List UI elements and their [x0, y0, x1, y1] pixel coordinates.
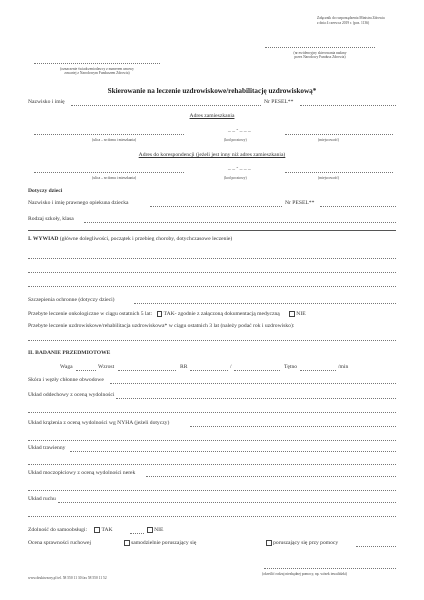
respiratory-label: Układ oddechowy z oceną wydolności	[28, 392, 115, 398]
divider	[28, 230, 396, 231]
motor-field-2[interactable]	[28, 516, 396, 517]
circulatory-label: Układ krążenia z oceną wydolności wg NYHA (jeżeli dotyczy)	[28, 420, 170, 426]
guardian-field[interactable]	[150, 206, 282, 207]
interview-line-2[interactable]	[28, 272, 396, 273]
city-field[interactable]	[285, 134, 393, 135]
selfcare-no-checkbox[interactable]	[147, 527, 153, 533]
child-heading: Dotyczy dzieci	[28, 188, 63, 194]
rr-slash: /	[230, 364, 232, 370]
digestive-label: Układ trawienny	[28, 445, 66, 451]
stamp-caption-2: zawartej z Narodowym Funduszem Zdrowia)	[64, 71, 130, 75]
pulse-label: Tętno	[284, 364, 298, 370]
stamp-caption-1: (oznaczenie świadczeniodawcy z numerem umowy	[60, 67, 134, 71]
selfcare-no-row	[147, 527, 163, 533]
assisted-caption: (określić rodzaj niezbędnej pomocy, np. wózek inwalidzki)	[262, 572, 347, 576]
urogenital-field-1[interactable]	[146, 476, 396, 477]
rr-diastolic-field[interactable]	[234, 370, 280, 371]
selfcare-row	[28, 527, 113, 533]
digestive-field-1[interactable]	[70, 451, 396, 452]
rr-label: RR	[180, 364, 188, 370]
oncology-no-checkbox[interactable]	[289, 311, 295, 317]
patient-name-field[interactable]	[71, 105, 261, 106]
attachment-line-1: Załącznik do rozporządzenia Ministra Zdrowia	[317, 16, 385, 20]
oncology-row	[28, 311, 306, 317]
corr-postal-caption: (kod pocztowy)	[224, 176, 247, 180]
urogenital-label: Układ moczopłciowy z oceną wydolności nerek	[28, 470, 136, 476]
assisted-checkbox[interactable]	[266, 540, 272, 546]
per-min-label: /min	[338, 364, 349, 370]
attachment-line-2: z dnia 4 czerwca 2019 r. (poz. 1136)	[317, 21, 370, 25]
circulatory-field-2[interactable]	[28, 440, 396, 441]
locomotion-label: Ocena sprawności ruchowej	[28, 540, 92, 546]
corr-city-caption: (miejscowość)	[318, 176, 339, 180]
guardian-label: Nazwisko i imię prawnego opiekuna dziecka	[28, 200, 129, 206]
interview-line-3[interactable]	[28, 286, 396, 287]
skin-label: Skóra i węzły chłonne obwodowe	[28, 377, 104, 383]
school-field[interactable]	[84, 222, 396, 223]
corr-street-caption: (ulica – nr domu i mieszkania)	[92, 176, 137, 180]
assisted-field[interactable]	[356, 546, 396, 547]
assisted-detail-field[interactable]	[264, 568, 396, 569]
interview-subheading: (główne dolegliwości, początek i przebieg choroby, dotychczasowe leczenie)	[59, 236, 233, 242]
respiratory-field-1[interactable]	[116, 398, 396, 399]
assisted-row	[266, 540, 338, 546]
postal-mask[interactable]: _ _ - _ _ _	[228, 127, 251, 133]
respiratory-field-2[interactable]	[28, 412, 396, 413]
corr-city-field[interactable]	[285, 172, 393, 173]
digestive-field-2[interactable]	[28, 464, 396, 465]
height-label: Wzrost	[98, 364, 115, 370]
address-heading: Adres zamieszkania	[189, 113, 235, 119]
correspondence-heading: Adres do korespondencji (jeżeli jest inny niż adres zamieszkania)	[138, 152, 286, 158]
school-label: Rodzaj szkoły, klasa	[28, 216, 74, 222]
form-title: Skierowanie na leczenie uzdrowiskowe/rehabilitację uzdrowiskową*	[107, 87, 317, 95]
independent-checkbox[interactable]	[124, 540, 130, 546]
selfcare-no-label: NIE	[154, 527, 164, 534]
rr-systolic-field[interactable]	[190, 370, 228, 371]
vaccinations-label: Szczepienia ochronne (dotyczy dzieci)	[28, 297, 115, 303]
street-caption: (ulica – nr domu i mieszkania)	[92, 138, 137, 142]
weight-field[interactable]	[76, 370, 96, 371]
nfz-caption-2: przez Narodowy Fundusz Zdrowia)	[294, 55, 346, 59]
circulatory-field-1[interactable]	[190, 426, 396, 427]
selfcare-label: Zdolność do samoobsługi:	[28, 527, 88, 534]
guardian-pesel-label: Nr PESEL**	[285, 200, 315, 206]
guardian-pesel-field[interactable]	[320, 206, 396, 207]
oncology-yes-label: TAK- zgodnie z załączoną dokumentacją medyczną	[163, 311, 280, 318]
motor-label: Układ ruchu	[28, 496, 56, 502]
selfcare-dots	[130, 533, 144, 534]
provider-stamp-field[interactable]	[34, 63, 160, 64]
corr-postal-mask[interactable]: _ _ - _ _ _	[228, 165, 251, 171]
pulse-field[interactable]	[300, 370, 336, 371]
patient-name-label: Nazwisko i imię	[28, 99, 65, 105]
interview-heading-row	[28, 236, 232, 242]
weight-label: Waga	[60, 364, 73, 370]
patient-pesel-label: Nr PESEL**	[264, 99, 294, 105]
selfcare-yes-label: TAK	[101, 527, 113, 534]
exam-heading: II. BADANIE PRZEDMIOTOWE	[28, 350, 111, 356]
previous-treatment-field[interactable]	[28, 340, 396, 341]
oncology-label: Przebyte leczenie onkologiczne w ciągu ostatnich 5 lat:	[28, 311, 153, 318]
oncology-yes-checkbox[interactable]	[157, 311, 163, 317]
nfz-caption-1: (nr ewidencyjny skierowania nadany	[293, 51, 347, 55]
skin-field[interactable]	[110, 383, 396, 384]
independent-row	[124, 540, 196, 546]
independent-label: samodzielnie poruszający się	[131, 540, 197, 547]
vaccinations-field[interactable]	[134, 303, 396, 304]
postal-caption: (kod pocztowy)	[224, 138, 247, 142]
oncology-no-label: NIE	[296, 311, 306, 318]
city-caption: (miejscowość)	[318, 138, 339, 142]
interview-line-1[interactable]	[28, 258, 396, 259]
corr-street-field[interactable]	[34, 172, 184, 173]
height-field[interactable]	[118, 370, 176, 371]
selfcare-yes-checkbox[interactable]	[94, 527, 100, 533]
assisted-label: poruszający się przy pomocy	[273, 540, 339, 547]
interview-heading: I. WYWIAD	[28, 236, 59, 242]
previous-treatment-label: Przebyte leczenie uzdrowiskowe/rehabilitacja uzdrowiskowa* w ciągu ostatnich 3 lat (należy podać rok i uzdrowisko):	[28, 323, 295, 329]
nfz-number-field[interactable]	[265, 47, 375, 48]
patient-pesel-field[interactable]	[300, 105, 396, 106]
urogenital-field-2[interactable]	[28, 490, 396, 491]
motor-field-1[interactable]	[58, 502, 396, 503]
street-field[interactable]	[34, 134, 184, 135]
footer-contact: www.drukiwzory.pl tel. 58 550 11 30 fax 58 550 11 52	[28, 576, 107, 580]
